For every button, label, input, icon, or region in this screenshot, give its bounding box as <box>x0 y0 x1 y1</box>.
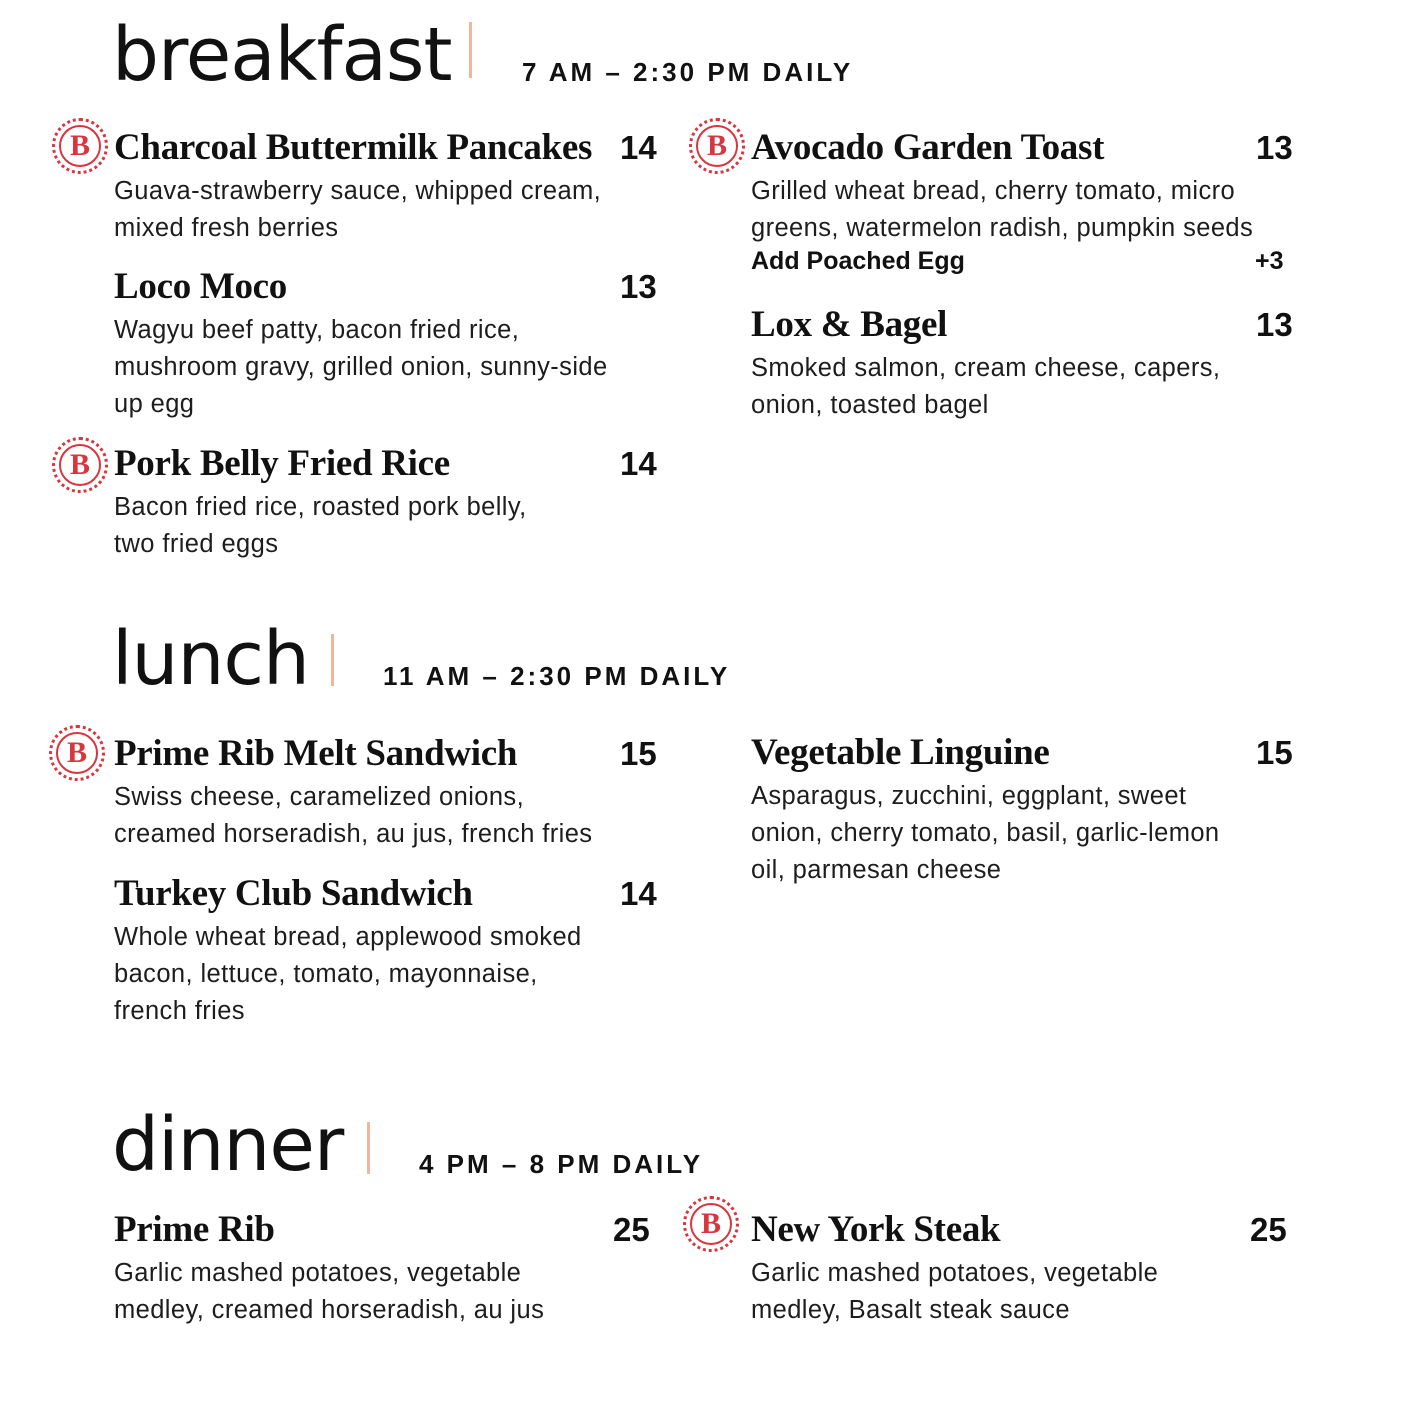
breakfast-hours: 7 AM – 2:30 PM DAILY <box>522 57 854 87</box>
dinner-title: dinner <box>112 1102 344 1188</box>
item-description: Garlic mashed potatoes, vegetable medley, creamed horseradish, au jus <box>114 1259 545 1324</box>
item-price: 25 <box>1250 1211 1287 1248</box>
item-name: Prime Rib <box>114 1209 275 1250</box>
item-description: Guava-strawberry sauce, whipped cream, mixed fresh berries <box>114 177 602 242</box>
item-name: Pork Belly Fried Rice <box>114 443 450 484</box>
addon-label: Add Poached Egg <box>751 247 965 275</box>
addon-price: +3 <box>1255 247 1284 275</box>
basalt-b-logo-icon: B <box>52 437 108 493</box>
item-name: Charcoal Buttermilk Pancakes <box>114 127 593 168</box>
item-price: 14 <box>620 129 657 166</box>
menu-item <box>114 443 657 565</box>
item-name: Avocado Garden Toast <box>751 127 1105 168</box>
section-divider <box>469 22 472 78</box>
item-price: 14 <box>620 445 657 482</box>
item-description: Asparagus, zucchini, eggplant, sweet onion, cherry tomato, basil, garlic-lemon oil, parmesan cheese <box>751 782 1220 884</box>
item-price: 14 <box>620 875 657 912</box>
menu-item <box>114 1211 652 1331</box>
item-description: Grilled wheat bread, cherry tomato, micro greens, watermelon radish, pumpkin seeds <box>751 177 1254 242</box>
item-description: Garlic mashed potatoes, vegetable medley, Basalt steak sauce <box>751 1259 1159 1324</box>
menu-item <box>751 129 1291 289</box>
item-name: Lox & Bagel <box>751 304 948 345</box>
item-price: 15 <box>620 735 657 772</box>
item-name: Vegetable Linguine <box>751 732 1050 773</box>
basalt-b-logo-icon: B <box>49 725 105 781</box>
section-divider <box>331 634 334 686</box>
menu-item <box>751 734 1291 894</box>
menu-item <box>751 1211 1291 1331</box>
menu-item <box>114 266 657 428</box>
breakfast-title: breakfast <box>112 12 452 98</box>
dinner-hours: 4 PM – 8 PM DAILY <box>419 1149 704 1179</box>
menu-item <box>114 127 657 249</box>
item-price: 13 <box>620 268 657 305</box>
basalt-b-logo-icon: B <box>683 1196 739 1252</box>
item-name: Loco Moco <box>114 266 287 307</box>
item-price: 13 <box>1256 129 1293 166</box>
item-description: Wagyu beef patty, bacon fried rice, mushroom gravy, grilled onion, sunny-side up egg <box>114 316 608 418</box>
basalt-b-logo-icon: B <box>52 118 108 174</box>
menu-item <box>114 733 657 855</box>
item-description: Whole wheat bread, applewood smoked bacon, lettuce, tomato, mayonnaise, french fries <box>114 923 582 1025</box>
item-name: New York Steak <box>751 1209 1001 1250</box>
item-description: Swiss cheese, caramelized onions, creamed horseradish, au jus, french fries <box>114 783 593 848</box>
item-price: 25 <box>613 1211 650 1248</box>
menu-item <box>751 306 1291 426</box>
item-name: Prime Rib Melt Sandwich <box>114 733 518 774</box>
item-description: Smoked salmon, cream cheese, capers, onion, toasted bagel <box>751 354 1221 419</box>
menu-item <box>114 873 657 1035</box>
item-description: Bacon fried rice, roasted pork belly, two fried eggs <box>114 493 527 558</box>
basalt-b-logo-icon: B <box>689 118 745 174</box>
item-name: Turkey Club Sandwich <box>114 873 473 914</box>
item-price: 13 <box>1256 306 1293 343</box>
section-divider <box>367 1122 370 1174</box>
lunch-hours: 11 AM – 2:30 PM DAILY <box>383 661 731 691</box>
lunch-title: lunch <box>112 616 309 702</box>
item-price: 15 <box>1256 734 1293 771</box>
